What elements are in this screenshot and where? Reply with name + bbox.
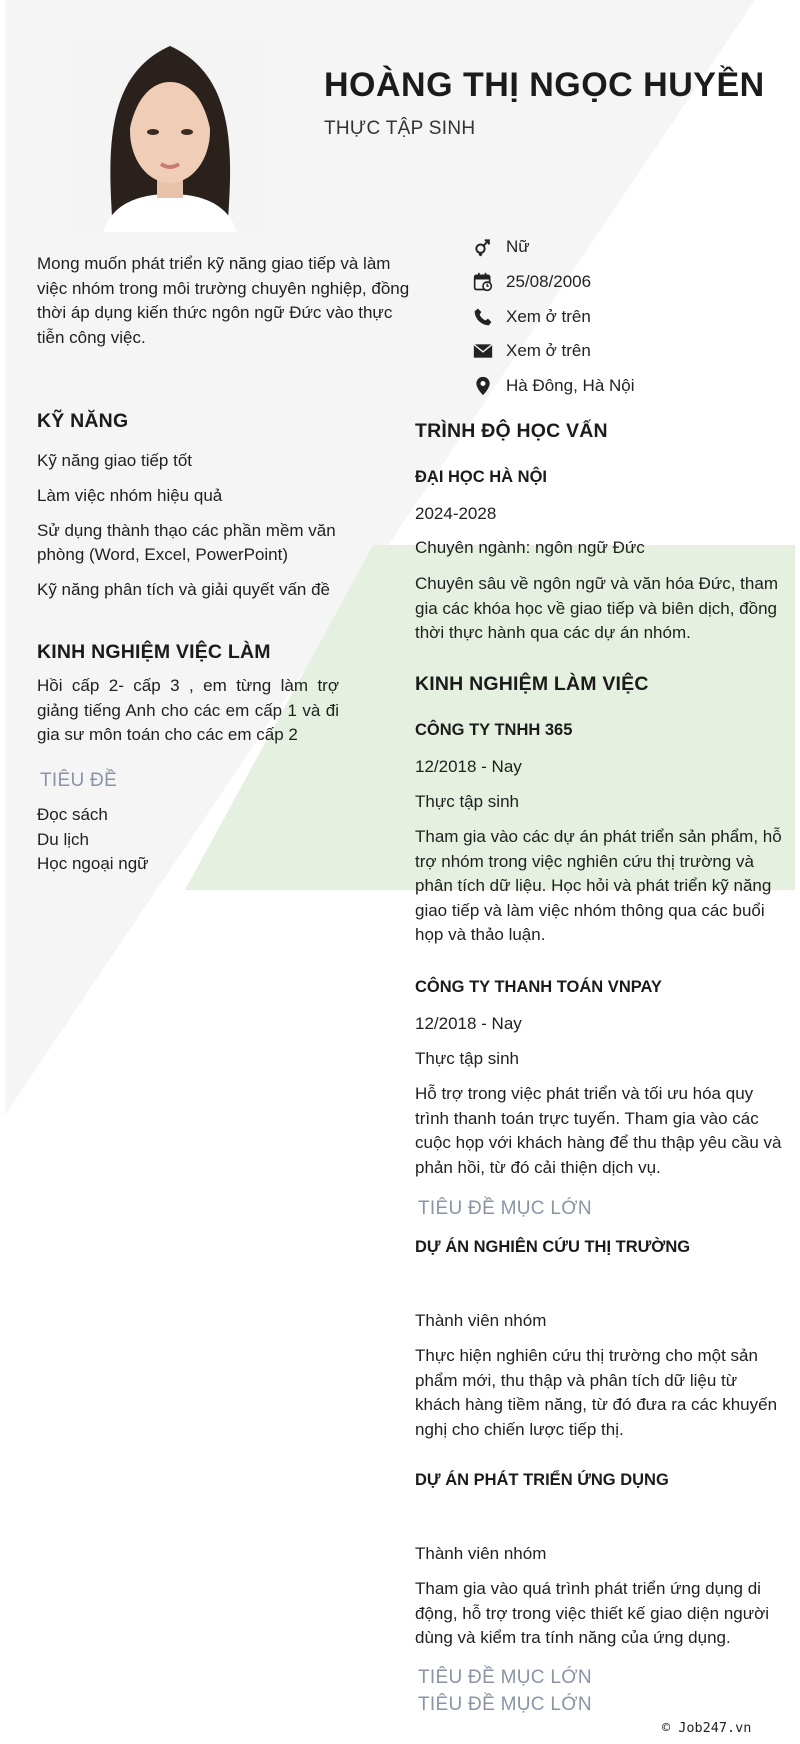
project-name: DỰ ÁN PHÁT TRIỂN ỨNG DỤNG — [415, 1471, 669, 1489]
gender-icon — [472, 236, 494, 258]
profile-photo — [73, 36, 267, 232]
candidate-name: HOÀNG THỊ NGỌC HUYỀN — [324, 66, 765, 104]
footer-watermark: © Job247.vn — [662, 1720, 752, 1736]
hobby-item: Đọc sách — [37, 805, 108, 824]
projects-heading: TIÊU ĐỀ MỤC LỚN — [418, 1198, 592, 1219]
education-school: ĐẠI HỌC HÀ NỘI — [415, 468, 547, 486]
contact-phone-text: Xem ở trên — [506, 306, 591, 326]
contact-birthday-text: 25/08/2006 — [506, 272, 592, 292]
phone-icon — [472, 306, 494, 328]
education-description: Chuyên sâu về ngôn ngữ và văn hóa Đức, tham gia các khóa học về giao tiếp và biên dịch, đồng thời thực hành qua các dự án nhóm. — [415, 574, 778, 642]
hobbies-heading: TIÊU ĐỀ — [40, 770, 118, 791]
career-objective: Mong muốn phát triển kỹ năng giao tiếp và làm việc nhóm trong môi trường chuyên nghiệp, đồng thời áp dụng kiến thức ngôn ngữ Đức vào thực tiễn công việc. — [37, 254, 410, 347]
job-experience-text: Hồi cấp 2- cấp 3 , em từng làm trợ giảng tiếng Anh cho các em cấp 1 và đi gia sư môn toán cho các em cấp 2 — [37, 676, 339, 744]
hobby-item: Học ngoại ngữ — [37, 854, 149, 873]
skill-item: Làm việc nhóm hiệu quả — [37, 486, 223, 505]
project-role: Thành viên nhóm — [415, 1311, 547, 1330]
job-description: Tham gia vào các dự án phát triển sản phẩm, hỗ trợ nhóm trong việc nghiên cứu thị trường và phân tích dữ liệu. Học hỏi và phát triển kỹ năng giao tiếp và làm việc nhóm thông qua các buổi họp và thảo luận. — [415, 827, 782, 944]
project-name: DỰ ÁN NGHIÊN CỨU THỊ TRƯỜNG — [415, 1238, 691, 1256]
hobby-item: Du lịch — [37, 829, 89, 849]
education-years: 2024-2028 — [415, 504, 497, 523]
skills-list — [37, 449, 367, 613]
contact-location — [472, 369, 772, 404]
job-experience-heading: KINH NGHIỆM VIỆC LÀM — [37, 641, 271, 663]
job-position: THỰC TẬP SINH — [324, 118, 476, 139]
job-company: CÔNG TY THANH TOÁN VNPAY — [415, 978, 662, 996]
skill-item: Kỹ năng phân tích và giải quyết vấn đề — [37, 580, 330, 599]
project-description: Thực hiện nghiên cứu thị trường cho một sản phẩm mới, thu thập và phân tích dữ liệu từ khách hàng tiềm năng, từ đó đưa ra các khuyến nghị cho chiến lược tiếp thị. — [415, 1346, 778, 1439]
contact-gender-text: Nữ — [506, 237, 530, 257]
job-role: Thực tập sinh — [415, 1049, 519, 1068]
section-heading-placeholder: TIÊU ĐỀ MỤC LỚN — [418, 1694, 592, 1715]
job-company: CÔNG TY TNHH 365 — [415, 721, 573, 739]
contact-email — [472, 334, 772, 369]
contact-info — [472, 230, 772, 403]
location-icon — [472, 375, 494, 397]
calendar-icon — [472, 271, 494, 293]
skills-heading: KỸ NĂNG — [37, 410, 129, 432]
email-icon — [472, 340, 494, 362]
contact-gender — [472, 230, 772, 265]
job-description: Hỗ trợ trong việc phát triển và tối ưu hóa quy trình thanh toán trực tuyến. Tham gia vào các cuộc họp với khách hàng để thu thập yêu cầu và phản hồi, từ đó cải thiện dịch vụ. — [415, 1084, 782, 1177]
education-heading: TRÌNH ĐỘ HỌC VẤN — [415, 420, 608, 442]
project-role: Thành viên nhóm — [415, 1544, 547, 1563]
skill-item: Kỹ năng giao tiếp tốt — [37, 451, 193, 470]
contact-email-text: Xem ở trên — [506, 341, 591, 361]
job-role: Thực tập sinh — [415, 792, 519, 811]
section-heading-placeholder: TIÊU ĐỀ MỤC LỚN — [418, 1667, 592, 1688]
project-description: Tham gia vào quá trình phát triển ứng dụng di động, hỗ trợ trong việc thiết kế giao diện người dùng và kiểm tra tính năng của ứng dụng. — [415, 1579, 770, 1647]
contact-birthday — [472, 265, 772, 300]
contact-phone — [472, 299, 772, 334]
education-major: Chuyên ngành: ngôn ngữ Đức — [415, 538, 645, 557]
skill-item: Sử dụng thành thạo các phần mềm văn phòng (Word, Excel, PowerPoint) — [37, 521, 336, 564]
job-date: 12/2018 - Nay — [415, 757, 522, 776]
contact-location-text: Hà Đông, Hà Nội — [506, 376, 635, 396]
work-experience-heading: KINH NGHIỆM LÀM VIỆC — [415, 673, 649, 695]
job-date: 12/2018 - Nay — [415, 1014, 522, 1033]
hobbies-list — [37, 803, 149, 877]
